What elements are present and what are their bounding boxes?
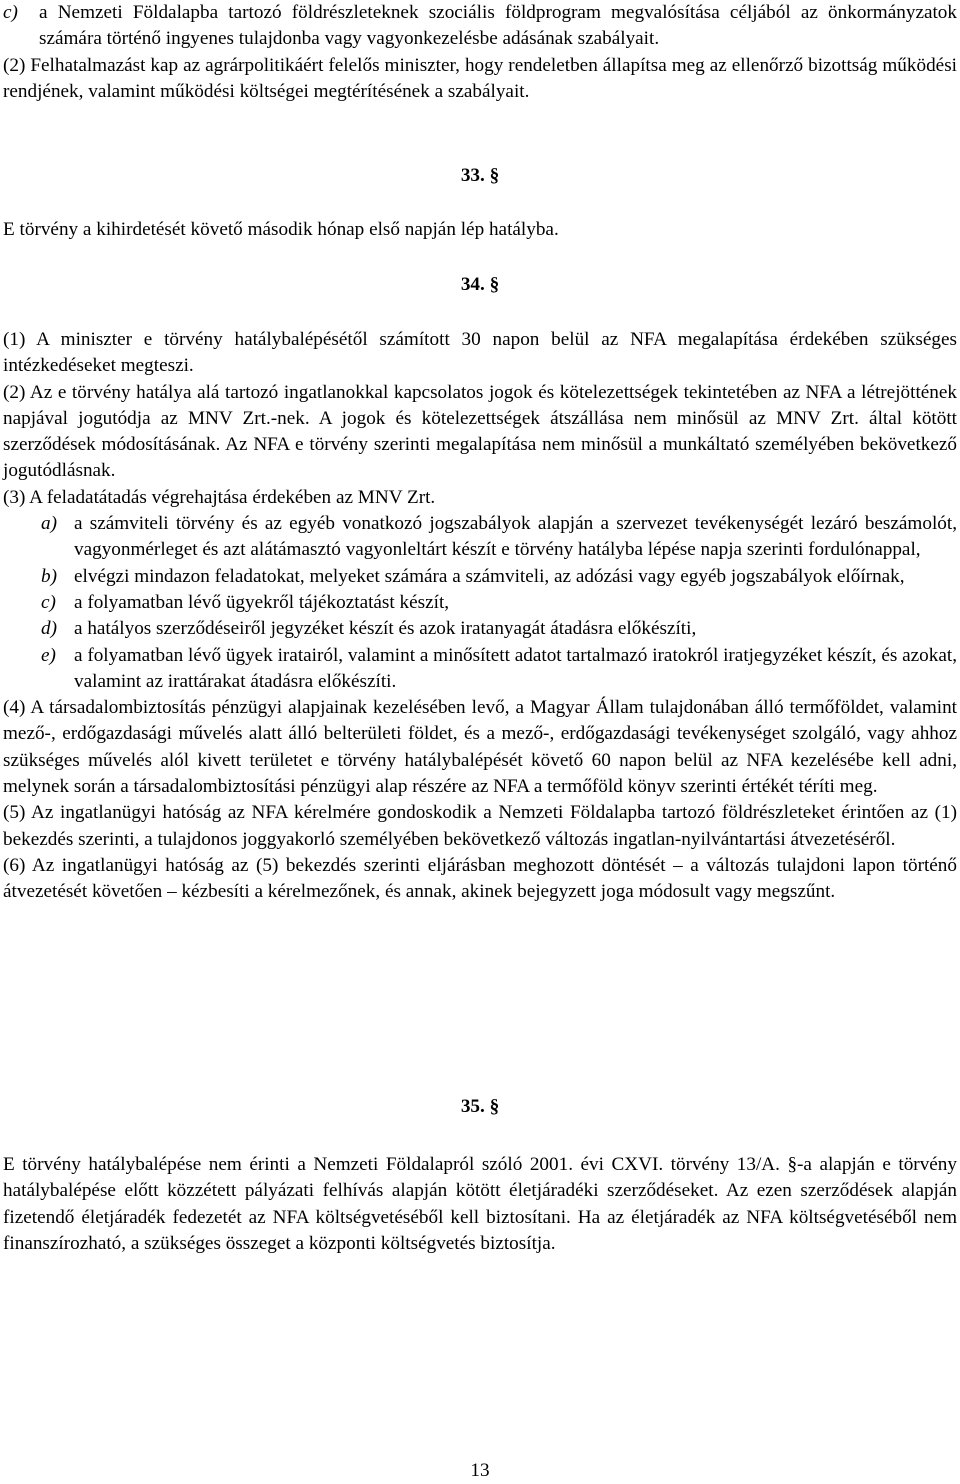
section-heading-33: 33. § xyxy=(460,165,500,186)
list-item-c2 xyxy=(3,590,957,616)
list-item-c xyxy=(3,0,957,53)
list-item-text: a Nemzeti Földalapba tartozó földrészleteknek szociális földprogram megvalósítása céljából az önkormányzatok számára történő ingyenes tulajdonba vagy vagyonkezelésbe adásának szabályait. xyxy=(39,2,957,50)
paragraph-2: (2) Felhatalmazást kap az agrárpolitikáért felelős miniszter, hogy rendeletben állapítsa meg az ellenőrző bizottság működési rendjének, valamint működési költségei megtérítésének a szabályait. xyxy=(3,54,957,102)
list-item-label: b) xyxy=(41,565,57,587)
section-34-paragraph-2: (2) Az e törvény hatálya alá tartozó ingatlanokkal kapcsolatos jogok és kötelezettségek tekintetében az NFA a létrejöttének napjával jogutódja az MNV Zrt.-nek. A jogok és kötelezettségek átszállása nem minősül az MNV Zrt. által kötött szerződések módosításának. Az NFA e törvény szerinti megalapítása nem minősül a munkáltató személyében bekövetkező jogutódlásnak. xyxy=(3,381,957,482)
list-item-text: elvégzi mindazon feladatokat, melyeket számára a számviteli, az adózási vagy egyéb jogszabályok előírnak, xyxy=(74,565,905,587)
section-34-paragraph-3: (3) A feladatátadás végrehajtása érdekében az MNV Zrt. xyxy=(3,486,436,508)
section-35-body xyxy=(3,1152,957,1257)
list-item-b xyxy=(3,564,957,590)
section-33-body xyxy=(3,217,957,243)
section-33-text: E törvény a kihirdetését követő második hónap első napján lép hatályba. xyxy=(3,219,559,240)
top-block xyxy=(3,0,957,105)
list-item-d xyxy=(3,616,957,642)
list-item-label: c) xyxy=(41,591,56,613)
section-34-paragraph-6: (6) Az ingatlanügyi hatóság az (5) bekezdés szerinti eljárásban meghozott döntését – a változás tulajdoni lapon történő átvezetését követően – kézbesíti a kérelmezőnek, és annak, akinek bejegyzett joga módosult vagy megszűnt. xyxy=(3,854,957,903)
list-item-label: a) xyxy=(41,513,57,535)
list-item-text: a folyamatban lévő ügyekről tájékoztatást készít, xyxy=(74,591,450,613)
section-34-body xyxy=(3,327,957,906)
list-item-text: a hatályos szerződéseiről jegyzéket készít és azok iratanyagát átadásra előkészíti, xyxy=(74,618,697,640)
section-34-paragraph-1: (1) A miniszter e törvény hatálybalépésétől számított 30 napon belül az NFA megalapítása érdekében szükséges intézkedéseket megteszi. xyxy=(3,329,957,377)
section-34-paragraph-5: (5) Az ingatlanügyi hatóság az NFA kérelmére gondoskodik a Nemzeti Földalapba tartozó földrészleteket érintően az (1) bekezdés szerinti, a tulajdonos joggyakorló személyében bekövetkező változás ingatlan-nyilvántartási átvezetéséről. xyxy=(3,802,957,850)
page-number: 13 xyxy=(470,1460,490,1481)
list-item-e xyxy=(3,643,957,696)
section-heading-34: 34. § xyxy=(460,274,500,295)
section-35-text: E törvény hatálybalépése nem érinti a Nemzeti Földalapról szóló 2001. évi CXVI. törvény 13/A. §-a alapján e törvény hatálybalépése előtt közzétett pályázati felhívás alapján kötött életjáradéki szerződéseket. Az ezen szerződések alapján fizetendő életjáradék fedezetét az NFA költségvetéséből kell biztosítani. Ha az életjáradék az NFA költségvetéséből nem finanszírozható, a szükséges összeget a központi költségvetés biztosítja. xyxy=(3,1154,957,1254)
section-heading-35: 35. § xyxy=(460,1096,500,1117)
section-34-paragraph-4: (4) A társadalombiztosítás pénzügyi alapjainak kezelésében levő, a Magyar Állam tulajdonában álló termőföldet, valamint mező-, erdőgazdasági művelés alatt álló belterületi földet, és a mező-, erdőgazdasági tevékenységet szolgáló, vagy ahhoz szükséges művelés alól kivett területet e törvény hatálybalépését követő 60 napon belül az NFA kezelésébe kell adni, melynek során a társadalombiztosítási pénzügyi alap részére az NFA a termőföld könyv szerinti értékét téríti meg. xyxy=(3,697,957,798)
list-item-text: a számviteli törvény és az egyéb vonatkozó jogszabályok alapján a szervezet tevékenységét lezáró beszámolót, vagyonmérleget és azt alátámasztó vagyonleltárt készít e törvény hatályba lépése napja szerinti fordulónappal, xyxy=(74,513,957,561)
list-item-label: e) xyxy=(41,644,56,666)
list-item-text: a folyamatban lévő ügyek iratairól, valamint a minősített adatot tartalmazó iratokról iratjegyzéket készít, és azokat, valamint az irattárakat átadásra előkészíti. xyxy=(74,644,957,692)
list-item-label: c) xyxy=(3,2,18,23)
list-item-a xyxy=(3,511,957,564)
list-item-label: d) xyxy=(41,618,57,640)
